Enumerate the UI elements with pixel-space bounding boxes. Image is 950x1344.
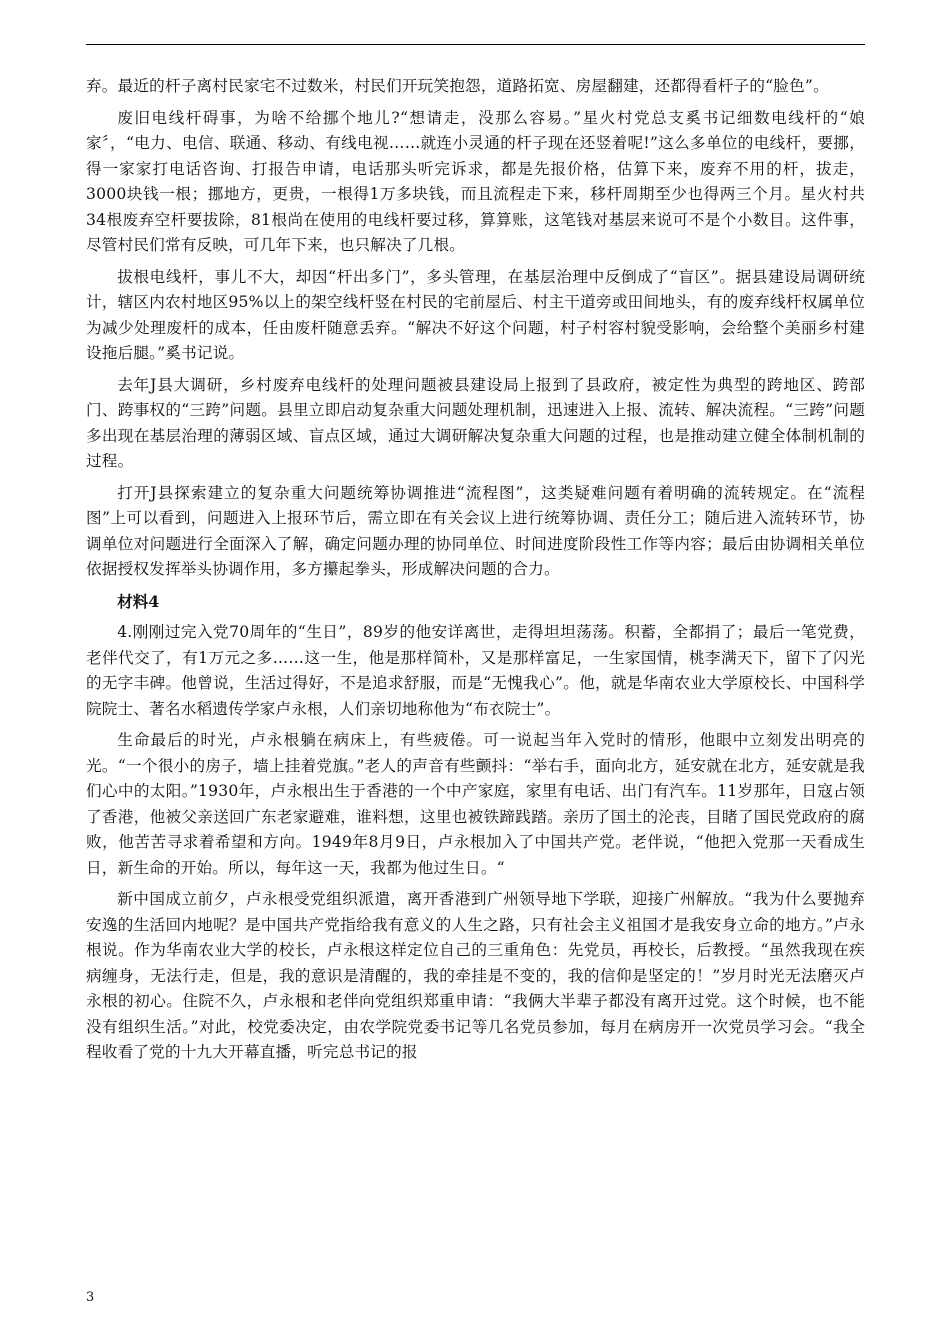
paragraph: 弃。最近的杆子离村民家宅不过数米，村民们开玩笑抱怨，道路拓宽、房屋翻建，还都得看杆子的“脸色”。 xyxy=(86,77,829,95)
paragraph: 4.刚刚过完入党70周年的“生日”，89岁的他安详离世，走得坦坦荡荡。积蓄，全都捐了；最后一笔党费，老伴代交了，有1万元之多……这一生，他是那样简朴，又是那样富足，一生家国情，桃李满天下，留下了闪光的无字丰碑。他曾说，生活过得好，不是追求舒服，而是“无愧我心”。他，就是华南农业大学原校长、中国科学院院士、著名水稻遗传学家卢永根，人们亲切地称他为“布衣院士”。 xyxy=(86,623,865,718)
page-number: 3 xyxy=(86,1290,95,1305)
paragraph: 拔根电线杆，事儿不大，却因“杆出多门”，多头管理，在基层治理中反倒成了“盲区”。据县建设局调研统计，辖区内农村地区95%以上的架空线杆竖在村民的宅前屋后、村主干道旁或田间地头，有的废弃线杆权属单位为减少处理废杆的成本，任由废杆随意丢弃。“解决不好这个问题，村子村容村貌受影响，会给整个美丽乡村建设拖后腿。”奚书记说。 xyxy=(86,267,865,362)
paragraph: 打开J县探索建立的复杂重大问题统筹协调推进“流程图”，这类疑难问题有着明确的流转规定。在“流程图”上可以看到，问题进入上报环节后，需立即在有关会议上进行统筹协调、责任分工；随后进入流转环节，协调单位对问题进行全面深入了解，确定问题办理的协同单位、时间进度阶段性工作等内容；最后由协调相关单位依据授权发挥举头协调作用，多方攥起拳头，形成解决问题的合力。 xyxy=(86,483,865,578)
paragraph: 生命最后的时光，卢永根躺在病床上，有些疲倦。可一说起当年入党时的情形，他眼中立刻发出明亮的光。“一个很小的房子，墙上挂着党旗。”老人的声音有些颤抖：“举右手，面向北方，延安就在北方，延安就是我们心中的太阳。”1930年，卢永根出生于香港的一个中产家庭，家里有电话、出门有汽车。11岁那年，日寇占领了香港，他被父亲送回广东老家避难，谁料想，这里也被铁蹄践踏。亲历了国土的沦丧，目睹了国民党政府的腐败，他苦苦寻求着希望和方向。1949年8月9日，卢永根加入了中国共产党。老伴说，“他把入党那一天看成生日，新生命的开始。所以，每年这一天，我都为他过生日。“ xyxy=(86,731,865,877)
document-body xyxy=(86,74,865,1072)
paragraph: 去年J县大调研，乡村废弃电线杆的处理问题被县建设局上报到了县政府，被定性为典型的跨地区、跨部门、跨事权的“三跨”问题。县里立即启动复杂重大问题处理机制，迅速进入上报、流转、解决流程。“三跨”问题多出现在基层治理的薄弱区域、盲点区域，通过大调研解决复杂重大问题的过程，也是推动建立健全体制机制的过程。 xyxy=(86,375,865,470)
paragraph: 废旧电线杆碍事，为啥不给挪个地儿?“想请走，没那么容易。”星火村党总支奚书记细数电线杆的“娘家〞，“电力、电信、联通、移动、有线电视……就连小灵通的杆子现在还竖着呢!”这么多单位的电线杆，要挪，得一家家打电话咨询、打报告申请，电话那头听完诉求，都是先报价格，估算下来，废弃不用的杆，拔走，3000块钱一根；挪地方，更贵，一根得1万多块钱，而且流程走下来，移杆周期至少也得两三个月。星火村共34根废弃空杆要拔除，81根尚在使用的电线杆要过移，算算账，这笔钱对基层来说可不是个小数目。这件事，尽管村民们常有反映，可几年下来，也只解决了几根。 xyxy=(86,108,865,254)
section-heading: 材料4 xyxy=(117,591,160,611)
paragraph: 新中国成立前夕，卢永根受党组织派遣，离开香港到广州领导地下学联，迎接广州解放。“我为什么要抛弃安逸的生活回内地呢？是中国共产党指给我有意义的人生之路，只有社会主义祖国才是我安身立命的地方。”卢永根说。作为华南农业大学的校长，卢永根这样定位自己的三重角色：先党员，再校长，后教授。“虽然我现在疾病缠身，无法行走，但是，我的意识是清醒的，我的牵挂是不变的，我的信仰是坚定的！”岁月时光无法磨灭卢永根的初心。住院不久，卢永根和老伴向党组织郑重申请：“我俩大半辈子都没有离开过党。这个时候，也不能没有组织生活。”对此，校党委决定，由农学院党委书记等几名党员参加，每月在病房开一次党员学习会。“我全程收看了党的十九大开幕直播，听完总书记的报 xyxy=(86,890,865,1061)
header-rule xyxy=(86,44,865,45)
